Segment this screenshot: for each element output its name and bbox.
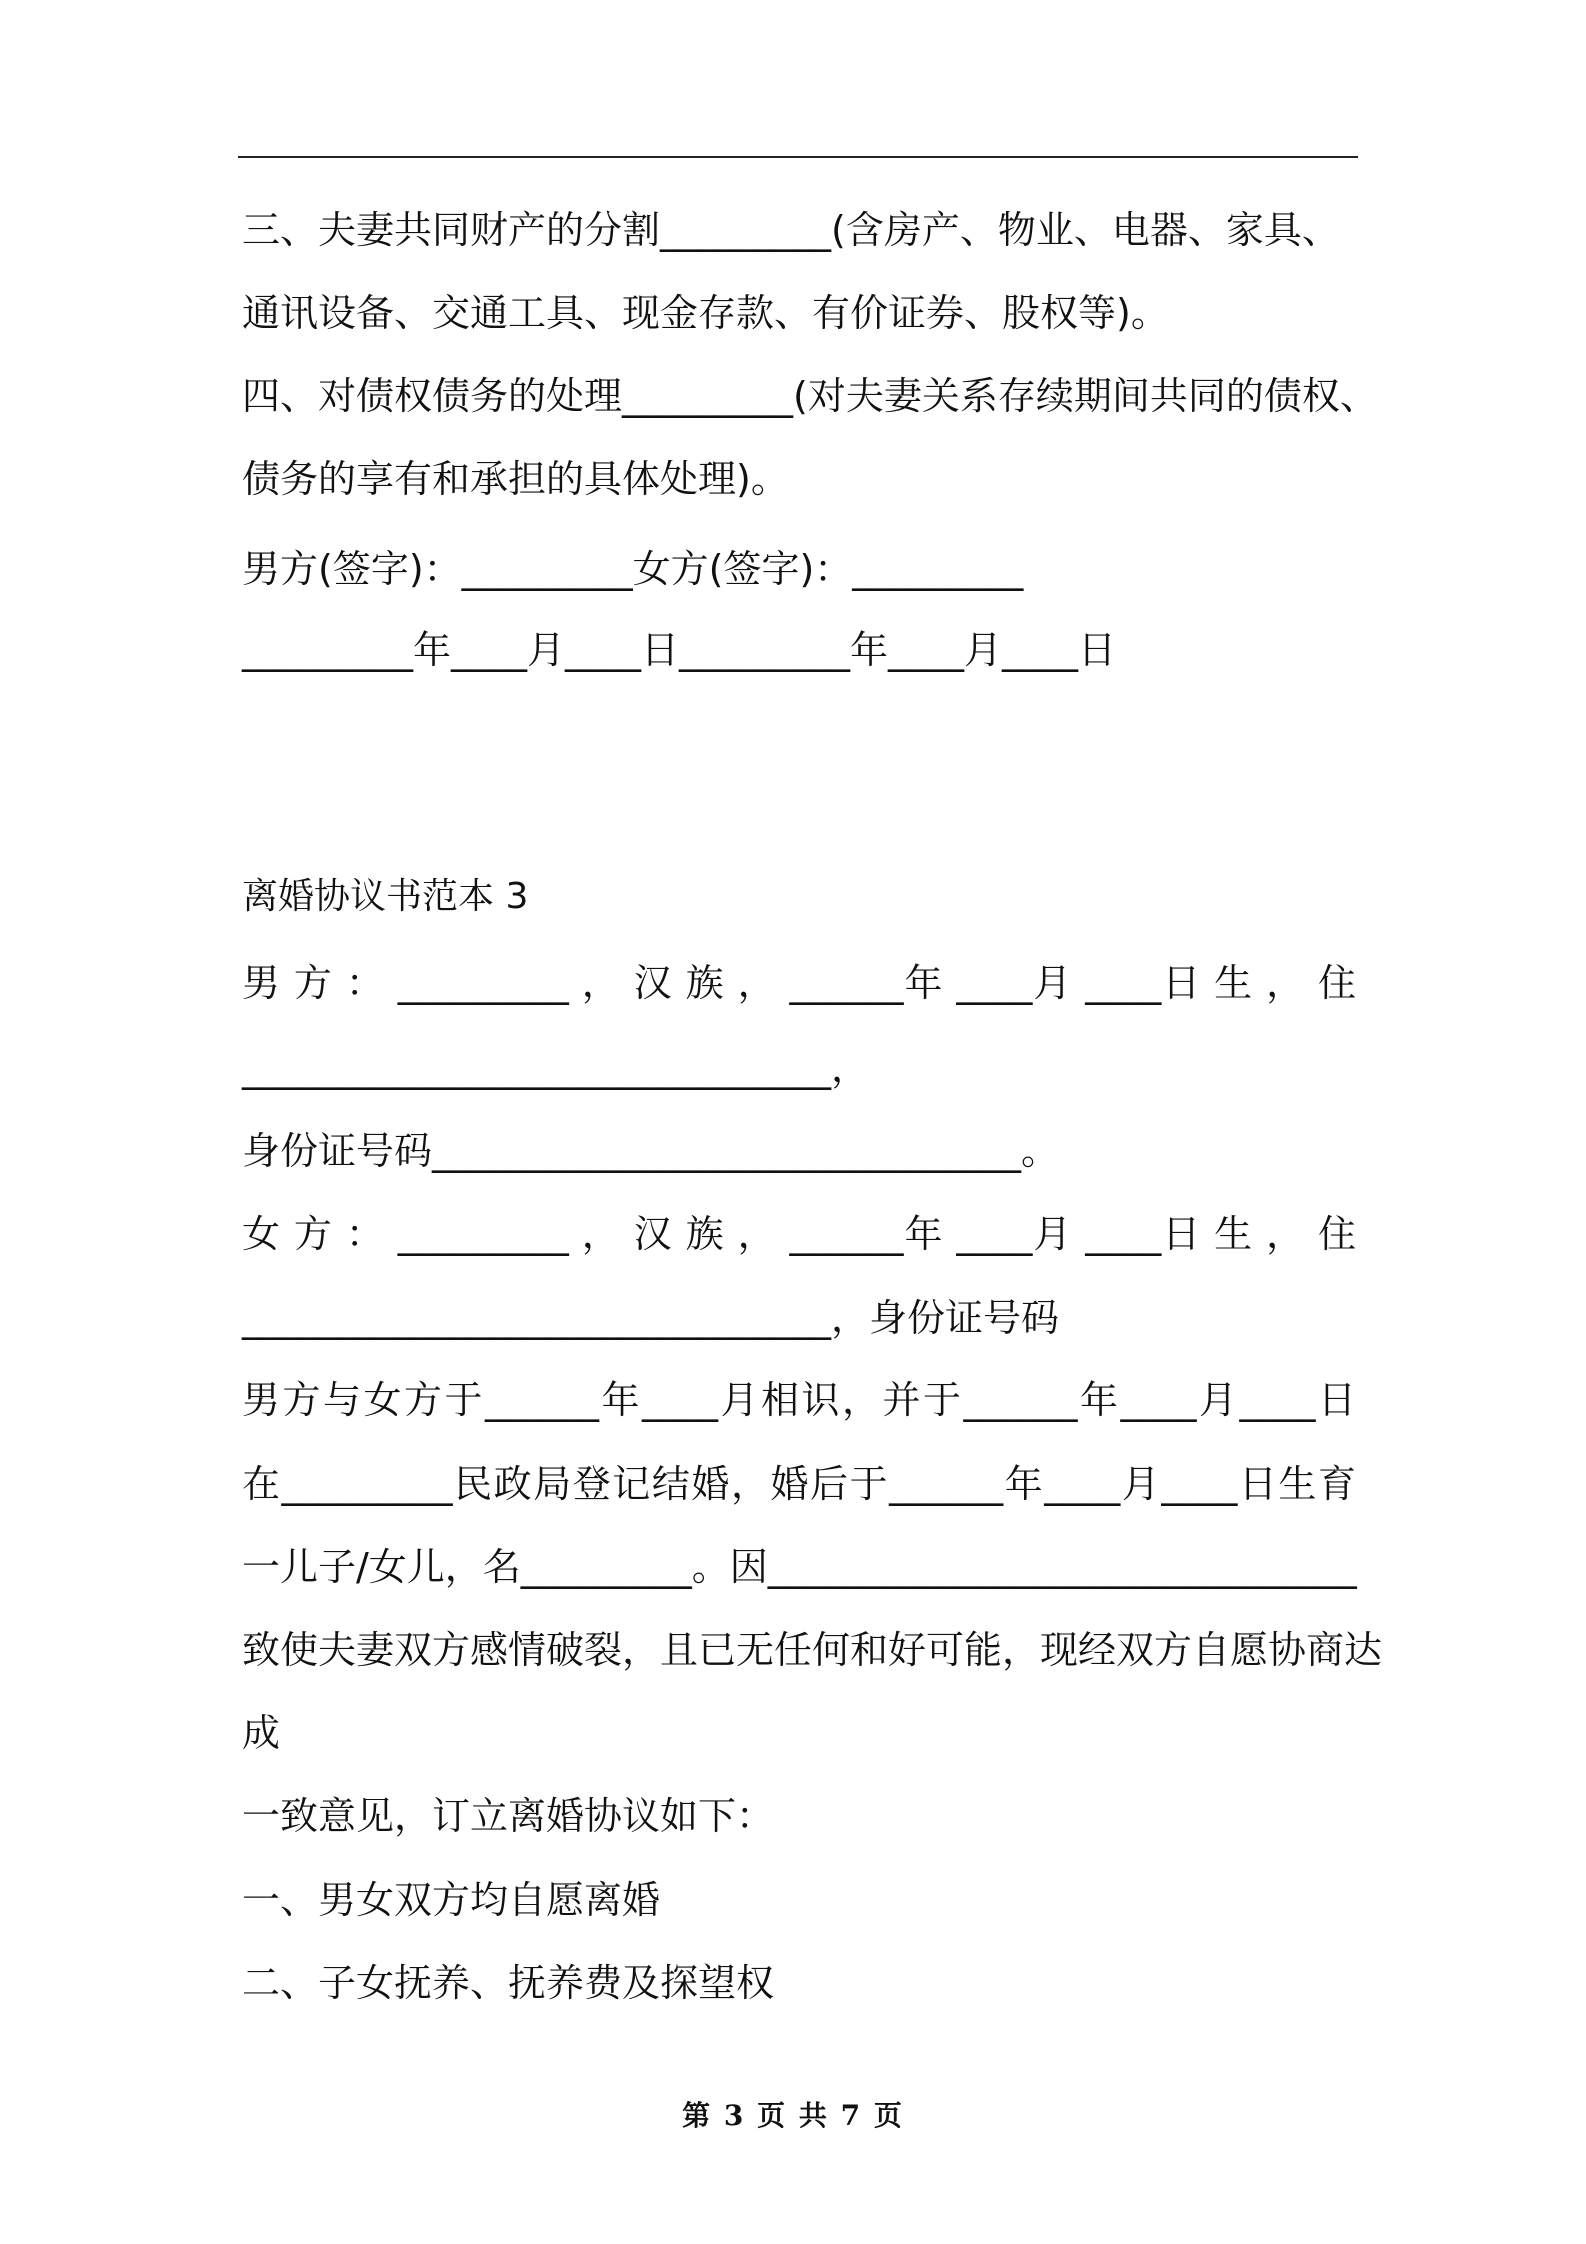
marriage-info-line-1: 男方与女方于______年____月相识，并于______年____月____日 <box>242 1378 1356 1422</box>
clause-two-heading: 二、子女抚养、抚养费及探望权 <box>242 1961 775 2005</box>
marriage-info-line-5: 成 <box>242 1711 281 1755</box>
section-title: 离婚协议书范本 3 <box>242 876 529 917</box>
page-number: 第 3 页 共 7 页 <box>682 2099 904 2132</box>
marriage-info-line-3: 一儿子/女儿，名_________。因_______________________________ <box>242 1545 1357 1589</box>
agreement-intro-line: 一致意见，订立离婚协议如下： <box>242 1794 775 1838</box>
signature-line: 男方(签字)：_________女方(签字)：_________ <box>242 547 1024 591</box>
male-id-line: 身份证号码_______________________________。 <box>242 1129 1060 1173</box>
clause-four-line-2: 债务的享有和承担的具体处理)。 <box>242 457 789 501</box>
marriage-info-line-4: 致使夫妻双方感情破裂，且已无任何和好可能，现经双方自愿协商达 <box>242 1628 1383 1672</box>
header-rule <box>238 156 1358 158</box>
clause-four-line-1: 四、对债权债务的处理_________(对夫妻关系存续期间共同的债权、 <box>242 374 1378 418</box>
clause-three-line-1: 三、夫妻共同财产的分割_________(含房产、物业、电器、家具、 <box>242 208 1340 252</box>
female-party-line-1: 女 方 ： _________ ， 汉 族 ， ______年 ____月 ____日 生 ， 住 <box>242 1212 1356 1256</box>
clause-three-line-2: 通讯设备、交通工具、现金存款、有价证券、股权等)。 <box>242 291 1169 335</box>
date-line: _________年____月____日_________年____月____日 <box>242 628 1117 672</box>
female-party-line-2: _______________________________，身份证号码 <box>242 1296 1060 1340</box>
male-party-line-1: 男 方 ： _________ ， 汉 族 ， ______年 ____月 ____日 生 ， 住 <box>242 961 1356 1005</box>
marriage-info-line-2: 在_________民政局登记结婚，婚后于______年____月____日生育 <box>242 1462 1356 1506</box>
male-party-line-2: _______________________________， <box>242 1046 870 1090</box>
clause-one-heading: 一、男女双方均自愿离婚 <box>242 1878 661 1922</box>
